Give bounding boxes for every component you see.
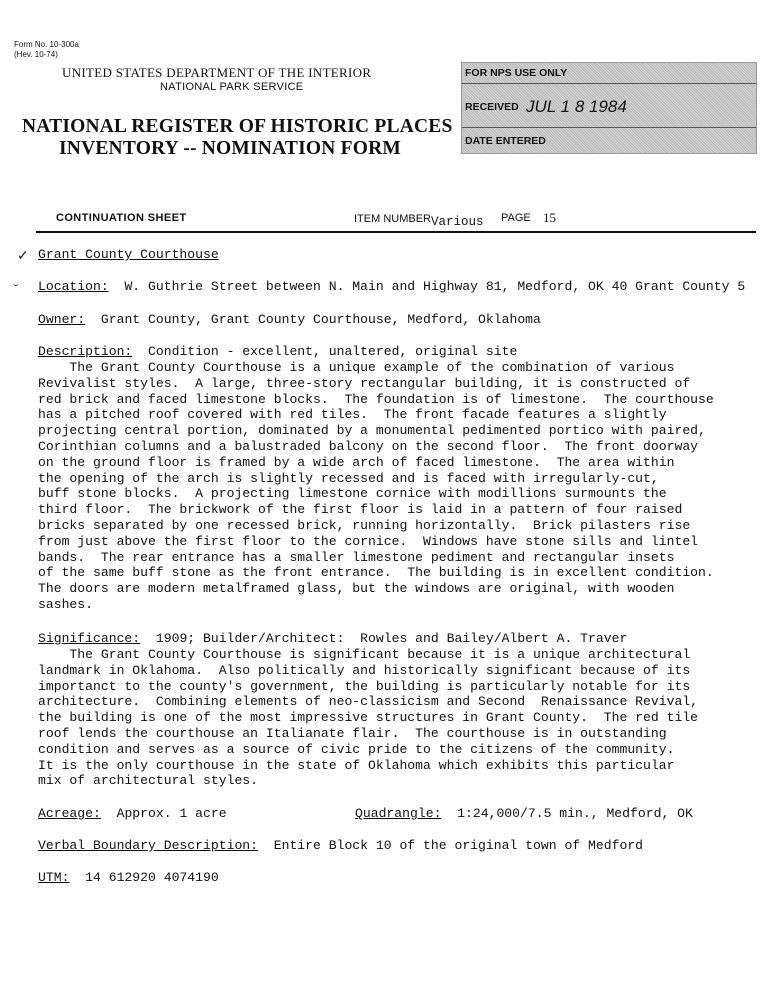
acreage-label: Acreage:	[38, 806, 101, 821]
owner-value: Grant County, Grant County Courthouse, Medford, Oklahoma	[100, 312, 541, 327]
owner-row	[38, 312, 541, 328]
acreage-row	[38, 806, 227, 822]
date-entered-label: DATE ENTERED	[465, 135, 546, 147]
nps-use-label: FOR NPS USE ONLY	[465, 67, 568, 79]
utm-row	[38, 870, 219, 886]
significance-paragraph	[38, 647, 698, 789]
form-title-line-1: NATIONAL REGISTER OF HISTORIC PLACES	[22, 116, 453, 137]
significance-line: The Grant County Courthouse is significant because it is a unique architectural	[38, 647, 691, 662]
boundary-label: Verbal Boundary Description:	[38, 838, 259, 853]
item-number-value: Various	[431, 215, 484, 229]
item-number	[354, 212, 484, 229]
page-number: 15	[543, 210, 556, 225]
description-line: the opening of the arch is slightly recessed and is faced with irregularly-cut,	[38, 470, 659, 486]
utm-value: 14 612920 4074190	[85, 870, 219, 885]
significance-head: 1909; Builder/Architect: Rowles and Bailey/Albert A. Traver	[155, 631, 628, 646]
stamp-divider	[462, 127, 756, 128]
description-line: has a pitched roof covered with red tiles. The front facade features a slightly	[38, 407, 667, 423]
acreage-value: Approx. 1 acre	[116, 806, 227, 821]
quadrangle-value: 1:24,000/7.5 min., Medford, OK	[457, 806, 693, 821]
description-row	[38, 344, 517, 360]
description-line: buff stone blocks. A projecting limestone cornice with modillions surmounts the	[38, 486, 667, 502]
description-line: bricks separated by one recessed brick, running horizontally. Brick pilasters rise	[38, 517, 691, 533]
significance-line: importanct to the county's government, the building is particularly notable for its	[38, 678, 691, 694]
boundary-row	[38, 838, 643, 854]
description-line: The Grant County Courthouse is a unique example of the combination of various	[38, 360, 675, 375]
description-condition: Condition - excellent, unaltered, original site	[148, 344, 518, 359]
description-line: bands. The rear entrance has a smaller limestone pediment and rectangular insets	[38, 549, 675, 565]
significance-line: the building is one of the most impressive structures in Grant County. The red tile	[38, 710, 699, 726]
location-value: W. Guthrie Street between N. Main and Highway 81, Medford, OK 40 Grant County 5	[124, 279, 746, 294]
form-revision-line: (Hev. 10-74)	[14, 50, 58, 59]
form-number	[14, 40, 79, 60]
quadrangle-label: Quadrangle:	[355, 806, 442, 821]
received-date: JUL 1 8 1984	[526, 97, 627, 116]
form-title-line-2: INVENTORY -- NOMINATION FORM	[59, 138, 402, 159]
description-line: of the same buff stone as the front entrance. The building is in excellent condition.	[38, 565, 714, 581]
description-line: sashes.	[38, 596, 94, 612]
page-label: PAGE	[501, 212, 531, 224]
check-mark-icon: ˘	[14, 282, 18, 296]
description-paragraph	[38, 360, 714, 613]
item-number-label: ITEM NUMBER	[354, 213, 431, 225]
significance-line: It is the only courthouse in the state of Oklahoma which exhibits this particular	[38, 757, 675, 773]
description-line: third floor. The brickwork of the first floor is laid in a pattern of four raised	[38, 502, 683, 518]
owner-label: Owner:	[38, 312, 86, 327]
description-line: from just above the first floor to the cornice. Windows have stone sills and lintel	[38, 533, 699, 549]
description-line: on the ground floor is framed by a wide arch of faced limestone. The area within	[38, 454, 675, 470]
significance-row	[38, 631, 627, 647]
significance-line: condition and serves as a source of civic pride to the citizens of the community.	[38, 741, 675, 757]
department-heading: UNITED STATES DEPARTMENT OF THE INTERIOR	[62, 65, 372, 80]
description-line: The doors are modern metalframed glass, but the windows are original, with wooden	[38, 581, 675, 597]
stamp-divider	[462, 83, 756, 84]
continuation-sheet-label: CONTINUATION SHEET	[56, 212, 187, 224]
nps-use-stamp	[461, 62, 757, 154]
description-label: Description:	[38, 344, 133, 359]
description-line: red brick and faced limestone blocks. The foundation is of limestone. The courthouse	[38, 391, 714, 407]
agency-heading: NATIONAL PARK SERVICE	[160, 81, 304, 93]
description-line: Corinthian columns and a balustraded balcony on the second floor. The front doorway	[38, 438, 699, 454]
location-label: Location:	[38, 279, 109, 294]
significance-label: Significance:	[38, 631, 141, 646]
location-row	[38, 279, 745, 295]
form-number-line: Form No. 10-300a	[14, 40, 79, 49]
utm-label: UTM:	[38, 870, 70, 885]
check-mark-icon: ✓	[17, 247, 29, 263]
header-rule	[36, 231, 756, 233]
significance-line: mix of architectural styles.	[38, 773, 259, 789]
received-label: RECEIVED	[465, 101, 519, 113]
quadrangle-row	[355, 806, 693, 822]
significance-line: architecture. Combining elements of neo-classicism and Second Renaissance Revival,	[38, 694, 699, 710]
description-line: Revivalist styles. A large, three-story rectangular building, it is constructed of	[38, 375, 691, 391]
significance-line: landmark in Oklahoma. Also politically and historically significant because of its	[38, 662, 691, 678]
significance-line: roof lends the courthouse an Italianate flair. The courthouse is in outstanding	[38, 725, 667, 741]
boundary-value: Entire Block 10 of the original town of Medford	[273, 838, 644, 853]
property-name: Grant County Courthouse	[38, 247, 219, 262]
description-line: projecting central portion, dominated by a monumental pedimented portico with paired,	[38, 423, 706, 439]
